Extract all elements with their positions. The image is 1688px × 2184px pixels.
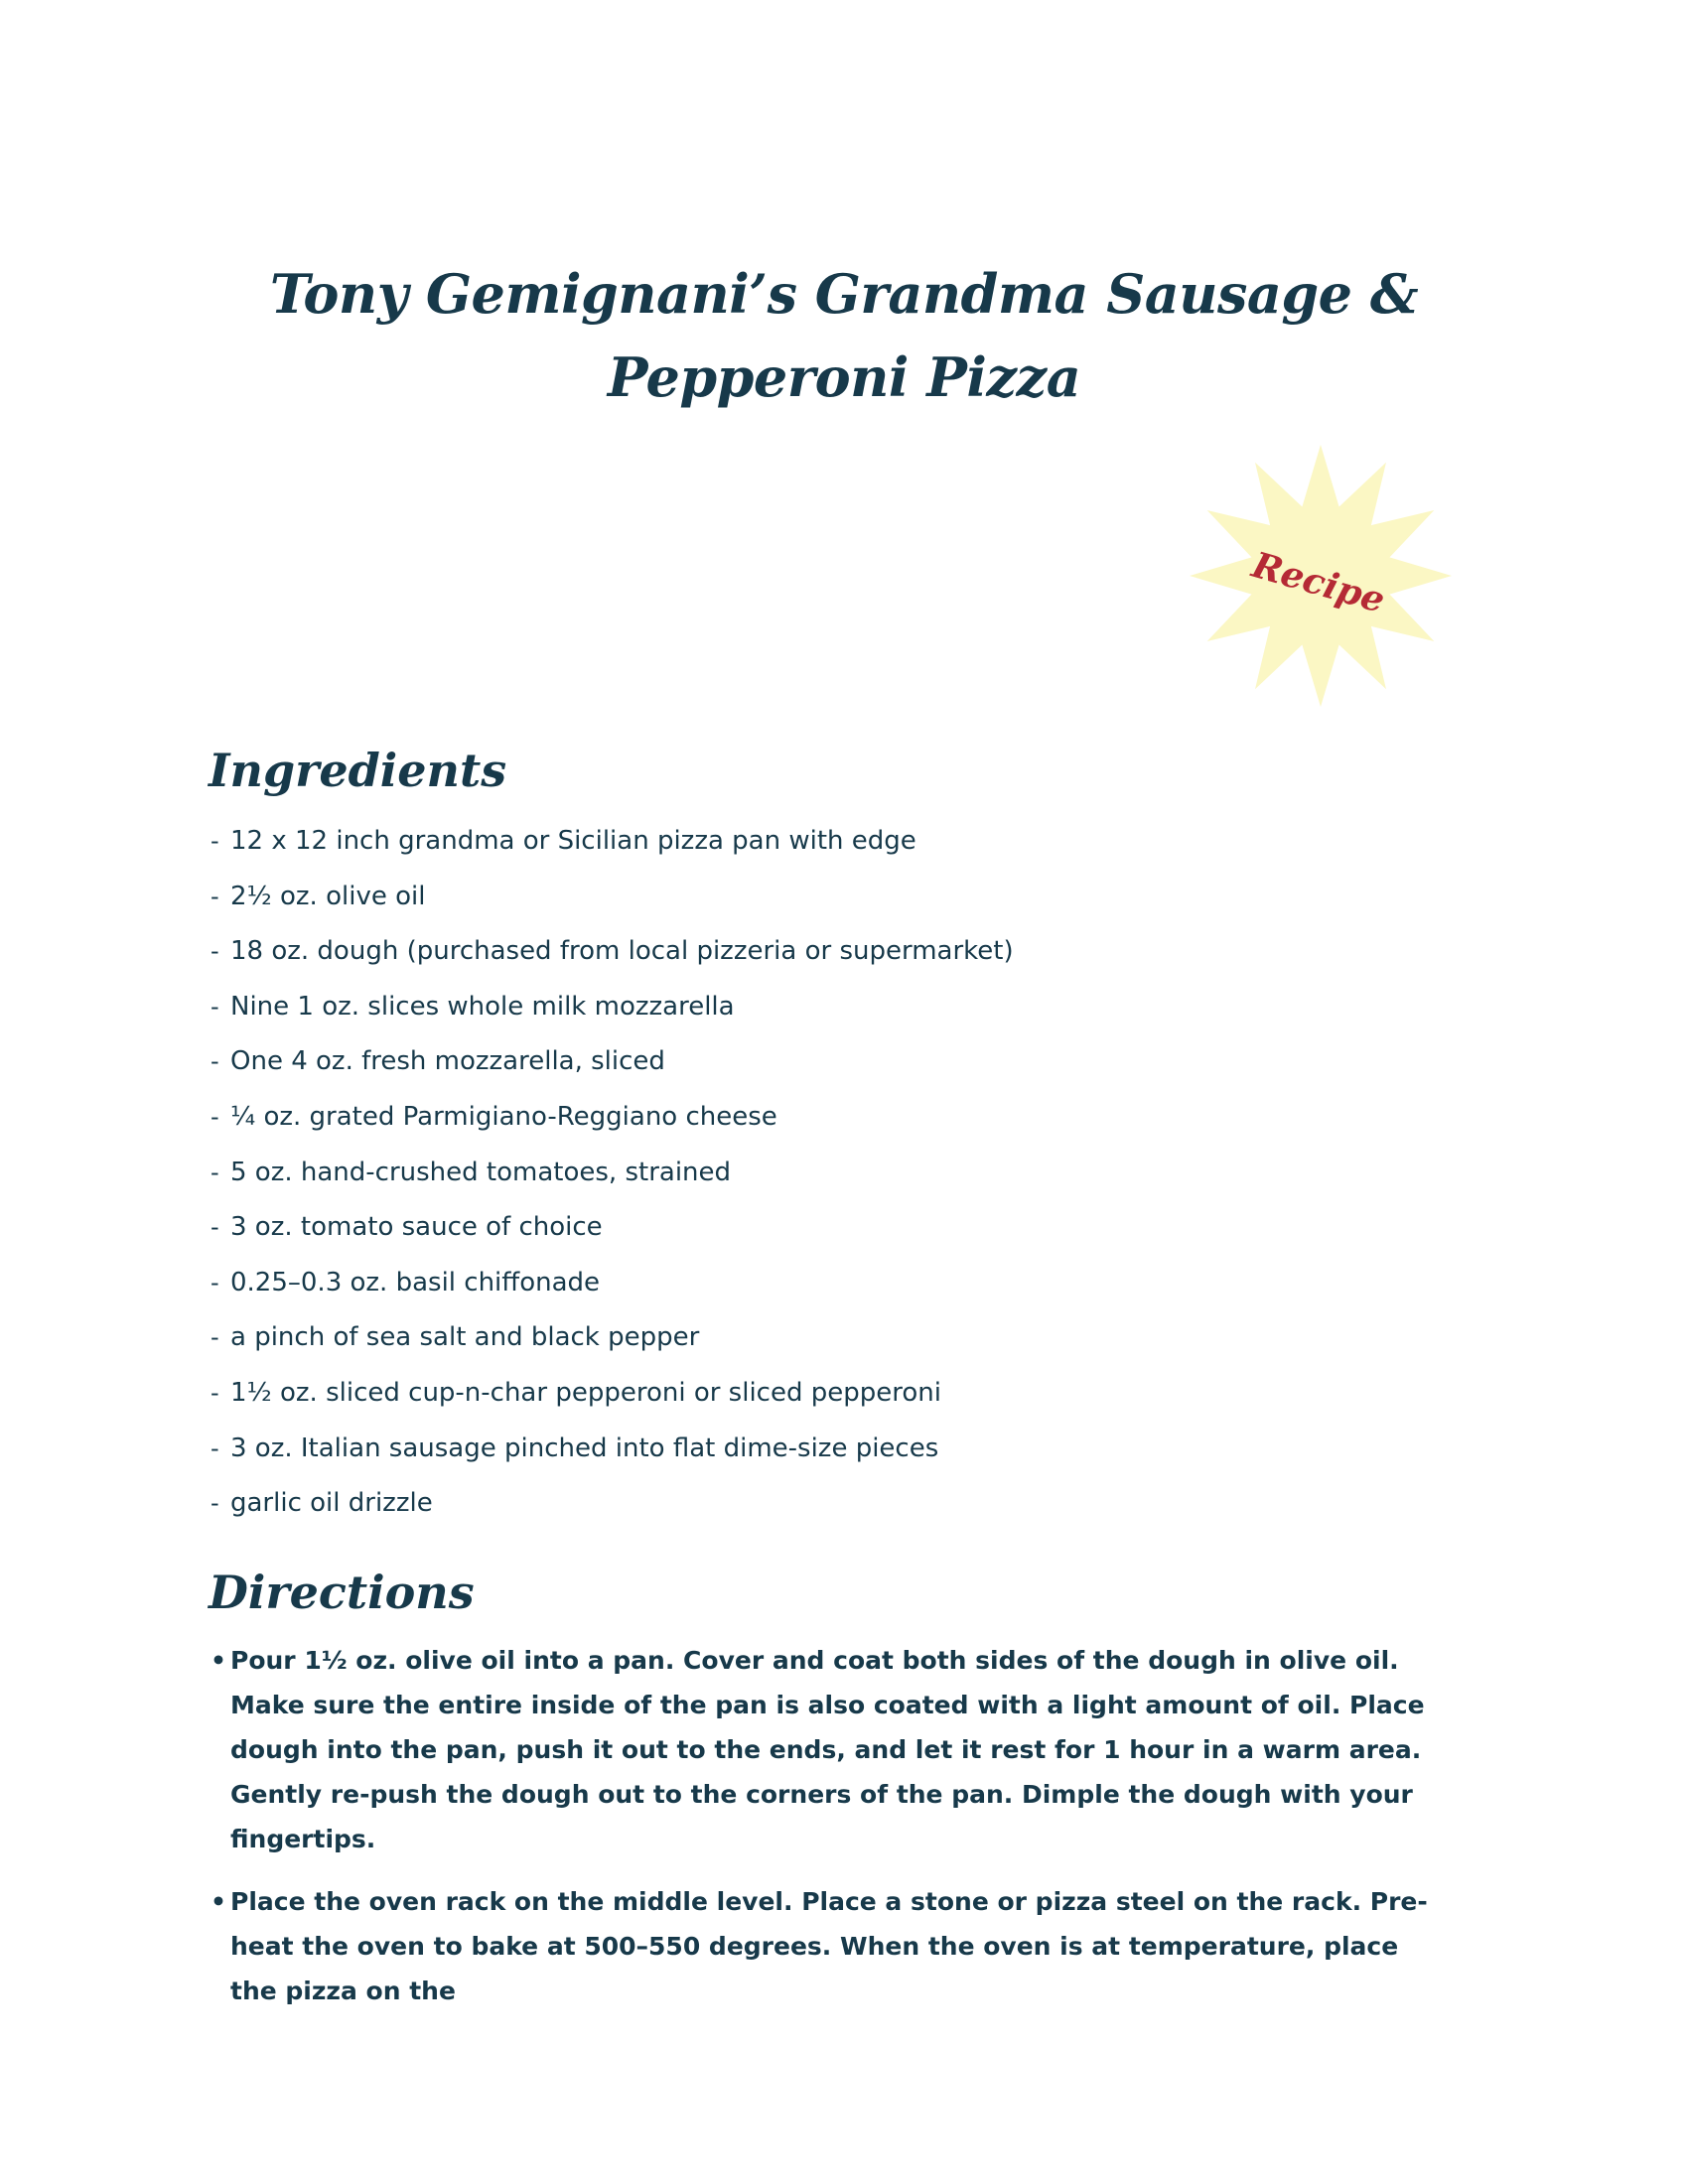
direction-step xyxy=(211,1638,1452,1861)
directions-list xyxy=(211,1638,1452,2031)
ingredient-bullet: - xyxy=(211,1323,219,1352)
ingredient-item xyxy=(211,924,1452,980)
ingredients-heading: Ingredients xyxy=(209,744,507,797)
ingredient-text: 18 oz. dough (purchased from local pizzeria or supermarket) xyxy=(230,936,1014,967)
ingredient-bullet: - xyxy=(211,1158,219,1186)
ingredient-item xyxy=(211,1310,1452,1366)
ingredient-text: 3 oz. tomato sauce of choice xyxy=(230,1212,603,1243)
direction-bullet: • xyxy=(211,1887,226,1916)
ingredient-item xyxy=(211,1366,1452,1422)
ingredient-item xyxy=(211,1476,1452,1532)
ingredient-bullet: - xyxy=(211,827,219,855)
directions-heading: Directions xyxy=(209,1566,475,1619)
ingredient-bullet: - xyxy=(211,1489,219,1518)
ingredient-bullet: - xyxy=(211,1047,219,1076)
ingredient-item xyxy=(211,870,1452,925)
ingredient-bullet: - xyxy=(211,1268,219,1297)
ingredient-bullet: - xyxy=(211,1213,219,1242)
ingredient-text: 12 x 12 inch grandma or Sicilian pizza pan with edge xyxy=(230,826,916,856)
ingredient-item xyxy=(211,1256,1452,1311)
direction-bullet: • xyxy=(211,1646,226,1675)
direction-text: Pour 1½ oz. olive oil into a pan. Cover and coat both sides of the dough in olive oil. Make sure the entire inside of the pan is also coated with a light amount of oil. Place dough into the pan, push it out to the ends, and let it rest for 1 hour in a warm area. Gently re-push the dough out to the corners of the pan. Dimple the dough with your fingertips. xyxy=(230,1646,1425,1853)
ingredient-item xyxy=(211,1422,1452,1477)
ingredient-text: 5 oz. hand-crushed tomatoes, strained xyxy=(230,1157,732,1187)
direction-text: Place the oven rack on the middle level. Place a stone or pizza steel on the rack. Pre-heat the oven to bake at 500–550 degrees. When the oven is at temperature, place the pizza on the xyxy=(230,1887,1428,2005)
ingredient-text: 1½ oz. sliced cup-n-char pepperoni or sliced pepperoni xyxy=(230,1377,941,1408)
ingredient-bullet: - xyxy=(211,992,219,1021)
ingredient-bullet: - xyxy=(211,937,219,966)
ingredient-bullet: - xyxy=(211,1378,219,1407)
ingredients-list xyxy=(211,814,1452,1532)
ingredient-text: Nine 1 oz. slices whole milk mozzarella xyxy=(230,991,735,1022)
ingredient-item xyxy=(211,1090,1452,1146)
ingredient-text: garlic oil drizzle xyxy=(230,1488,433,1519)
ingredient-text: 2½ oz. olive oil xyxy=(230,881,426,911)
ingredient-bullet: - xyxy=(211,1433,219,1462)
recipe-badge-label: Recipe xyxy=(1247,544,1390,621)
ingredient-text: ¼ oz. grated Parmigiano-Reggiano cheese xyxy=(230,1101,777,1132)
ingredient-text: 3 oz. Italian sausage pinched into flat dime-size pieces xyxy=(230,1433,939,1463)
ingredient-bullet: - xyxy=(211,882,219,910)
ingredient-text: a pinch of sea salt and black pepper xyxy=(230,1322,700,1353)
ingredient-item xyxy=(211,980,1452,1035)
ingredient-bullet: - xyxy=(211,1102,219,1131)
ingredient-item xyxy=(211,1146,1452,1201)
direction-step xyxy=(211,1879,1452,2013)
ingredient-text: One 4 oz. fresh mozzarella, sliced xyxy=(230,1046,665,1077)
recipe-title: Tony Gemignani’s Grandma Sausage & Pepperoni Pizza xyxy=(269,262,1419,410)
ingredient-text: 0.25–0.3 oz. basil chiffonade xyxy=(230,1267,601,1297)
ingredient-item xyxy=(211,814,1452,870)
ingredient-item xyxy=(211,1034,1452,1090)
ingredient-item xyxy=(211,1200,1452,1256)
